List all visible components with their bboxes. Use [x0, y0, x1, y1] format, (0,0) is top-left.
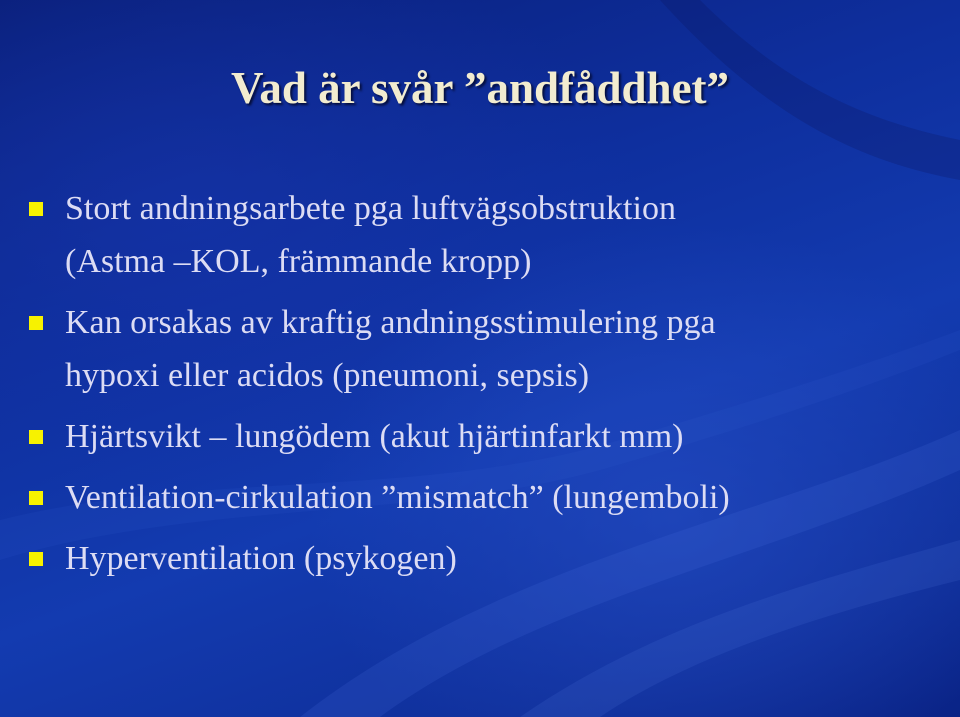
bullet-line: Stort andningsarbete pga luftvägsobstruktion [65, 190, 676, 227]
bullet-list [0, 182, 960, 593]
bullet-item [0, 296, 960, 402]
bullet-line: Hjärtsvikt – lungödem (akut hjärtinfarkt mm) [65, 418, 684, 455]
bullet-line: Ventilation-cirkulation ”mismatch” (lungemboli) [65, 479, 730, 516]
bullet-line: hypoxi eller acidos (pneumoni, sepsis) [65, 357, 590, 394]
slide-title: Vad är svår ”andfåddhet” [230, 63, 730, 113]
bullet-line: Hyperventilation (psykogen) [65, 540, 457, 577]
square-bullet-icon [29, 491, 43, 505]
bullet-line: (Astma –KOL, främmande kropp) [65, 243, 532, 280]
square-bullet-icon [29, 552, 43, 566]
square-bullet-icon [29, 430, 43, 444]
bullet-item [0, 410, 960, 463]
bullet-item [0, 182, 960, 288]
square-bullet-icon [29, 316, 43, 330]
square-bullet-icon [29, 202, 43, 216]
bullet-item [0, 471, 960, 524]
bullet-line: Kan orsakas av kraftig andningsstimulering pga [65, 304, 716, 341]
bullet-item [0, 532, 960, 585]
